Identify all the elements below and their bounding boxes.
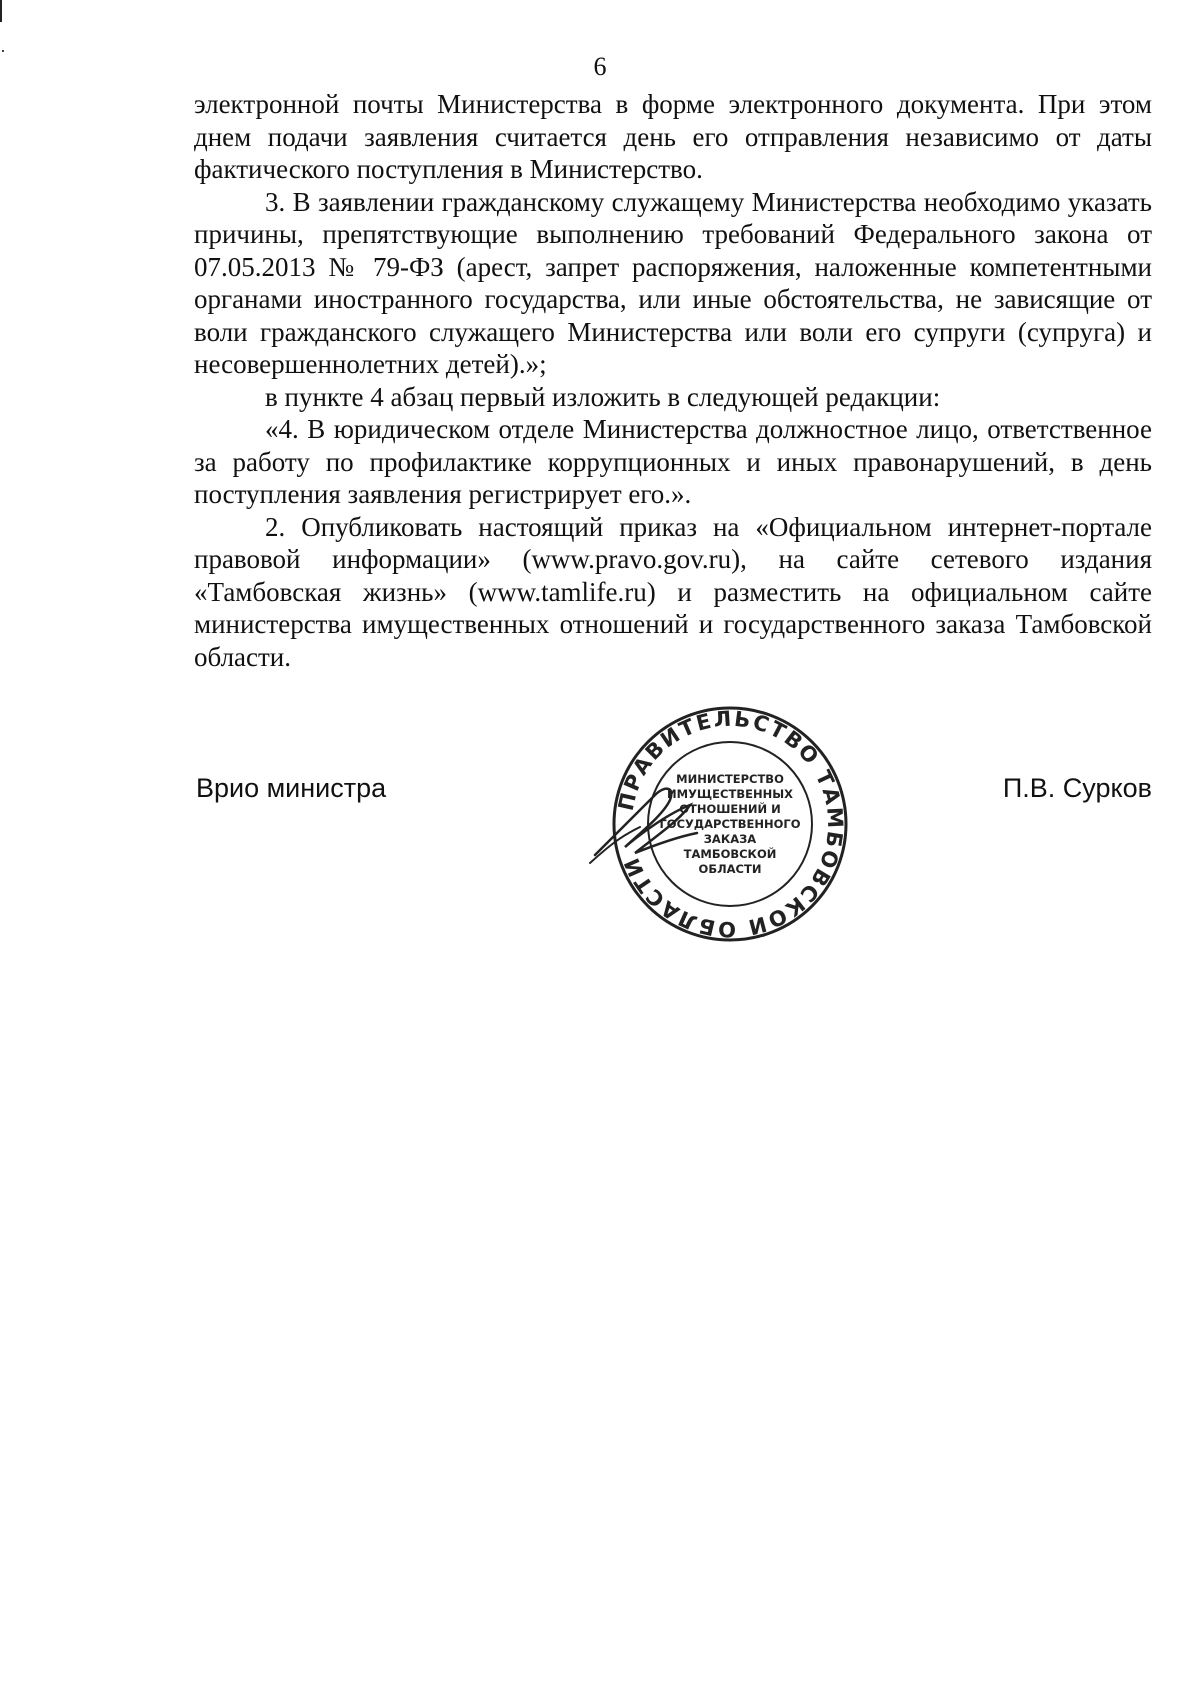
stamp-inner-line: ОТНОШЕНИЙ И: [679, 802, 781, 816]
stamp-outer-text: ПРАВИТЕЛЬСТВО ТАМБОВСКОЙ ОБЛАСТИ: [613, 706, 848, 942]
signature-name: П.В. Сурков: [1002, 773, 1152, 803]
handwritten-signature: [585, 775, 705, 870]
paragraph-item-4: «4. В юридическом отделе Министерства должностное лицо, ответственное за работу по профилактике коррупционных и иных правонарушений, в день поступления заявления регистрирует его.».: [194, 414, 1152, 509]
paragraph-publish: 2. Опубликовать настоящий приказ на «Официальном интернет-портале правовой информации» (www.pravo.gov.ru), на сайте сетевого издания «Тамбовская жизнь» (www.tamlife.ru) и разместить на официальном сайте министерства имущественных отношений и государственного заказа Тамбовской области.: [194, 511, 1152, 672]
stamp-inner-line: ИМУЩЕСТВЕННЫХ: [667, 787, 793, 801]
page-number: 6: [593, 52, 607, 81]
paragraph-amendment-intro: в пункте 4 абзац первый изложить в следующей редакции:: [265, 381, 941, 412]
stamp-inner-line: МИНИСТЕРСТВО: [676, 772, 784, 786]
signature-title: Врио министра: [196, 773, 387, 803]
paragraph-continuation: электронной почты Министерства в форме электронного документа. При этом днем подачи заявления считается день его отправления независимо от даты фактического поступления в Министерство.: [194, 89, 1152, 184]
stamp-inner-line: ЗАКАЗА: [703, 832, 757, 846]
paragraph-item-3: 3. В заявлении гражданскому служащему Министерства необходимо указать причины, препятствующие выполнению требований Федерального закона от 07.05.2013 № 79-ФЗ (арест, запрет распоряжения, наложенные компетентными органами иностранного государства, или иные обстоятельства, не зависящие от воли гражданского служащего Министерства или воли его супруги (супруга) и несовершеннолетних детей).»;: [194, 186, 1152, 379]
margin-mark: [0, 0, 2, 22]
stamp-inner-line: ТАМБОВСКОЙ: [683, 847, 777, 861]
document-body: [194, 88, 1152, 673]
stamp-inner-line: ОБЛАСТИ: [698, 862, 762, 876]
stamp-inner-line: ГОСУДАРСТВЕННОГО: [659, 817, 801, 831]
